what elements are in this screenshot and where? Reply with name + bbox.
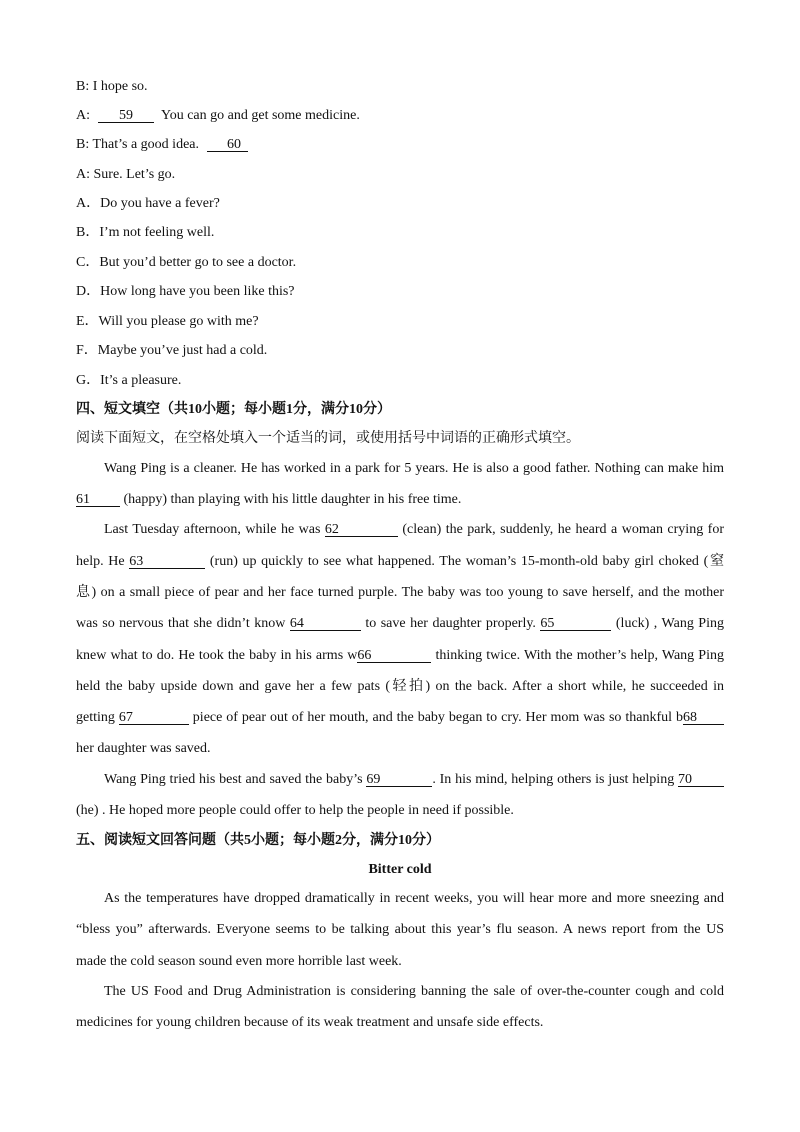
passage-text: Wang Ping tried his best and saved the baby’s	[104, 772, 367, 787]
passage-line-4	[76, 552, 724, 572]
passage-text: getting	[76, 710, 119, 725]
dialogue-line-3	[76, 135, 724, 155]
article-line-2	[76, 920, 724, 940]
blank-64: 64	[290, 616, 361, 631]
blank-68: 68	[683, 710, 724, 725]
dialogue-line-4	[76, 165, 724, 185]
passage-text: piece of pear out of her mouth, and the baby began to cry. Her mom was so thankful b	[188, 710, 683, 725]
passage-line-3	[76, 520, 724, 540]
article-title: Bitter cold	[368, 862, 432, 877]
dialogue-text: You can go and get some medicine.	[161, 108, 360, 123]
passage-line-11	[76, 770, 724, 790]
blank-65: 65	[540, 616, 611, 631]
blank-62: 62	[325, 522, 398, 537]
dialogue-line-2	[76, 106, 724, 126]
blank-70: 70	[678, 772, 724, 787]
passage-text: (clean) the park, suddenly, he heard a woman crying for	[397, 522, 724, 537]
blank-63: 63	[129, 554, 205, 569]
passage-line-10	[76, 739, 724, 759]
passage-text: 息) on a small piece of pear and her face turned purple. The baby was too young to save herself, and the mother	[76, 585, 724, 600]
section4-instruction: 阅读下面短文，在空格处填入一个适当的词，或使用括号中词语的正确形式填空。	[76, 431, 580, 446]
blank-69: 69	[366, 772, 432, 787]
article-text: made the cold season sound even more horrible last week.	[76, 954, 402, 969]
passage-line-6	[76, 614, 724, 634]
article-line-5	[76, 1013, 724, 1033]
blank-67: 67	[119, 710, 189, 725]
passage-text: Last Tuesday afternoon, while he was	[104, 522, 325, 537]
section4-heading: 四、短文填空（共10小题；每小题1分，满分10分）	[76, 402, 391, 417]
passage-text: knew what to do. He took the baby in his arms w	[76, 648, 358, 663]
blank-60: 60	[207, 137, 248, 152]
passage-text: (run) up quickly to see what happened. The woman’s 15-month-old baby girl choked (窒	[205, 554, 724, 569]
passage-line-8	[76, 677, 724, 697]
passage-text: was so nervous that she didn’t know	[76, 616, 290, 631]
blank-66: 66	[357, 648, 431, 663]
passage-text: help. He	[76, 554, 130, 569]
passage-text: held the baby upside down and gave her a few pats (轻拍) on the back. After a short while, he succeeded in	[76, 679, 724, 694]
option-g: G．It’s a pleasure.	[76, 373, 182, 388]
dialogue-text: B: I hope so.	[76, 79, 148, 94]
dialogue-text: A: Sure. Let’s go.	[76, 167, 176, 182]
option-f: F．Maybe you’ve just had a cold.	[76, 343, 268, 358]
article-line-4	[76, 982, 724, 1002]
article-text: As the temperatures have dropped dramatically in recent weeks, you will hear more and more sneezing and	[104, 891, 724, 906]
passage-text: (he) . He hoped more people could offer to help the people in need if possible.	[76, 803, 514, 818]
passage-line-12	[76, 801, 724, 821]
option-a: A．Do you have a fever?	[76, 196, 220, 211]
passage-text: Wang Ping is a cleaner. He has worked in a park for 5 years. He is also a good father. Nothing can make him	[104, 461, 724, 476]
passage-text: . In his mind, helping others is just helping	[432, 772, 678, 787]
dialogue-line-1	[76, 77, 724, 97]
option-c: C．But you’d better go to see a doctor.	[76, 255, 297, 270]
passage-line-2	[76, 490, 724, 510]
article-line-3	[76, 952, 724, 972]
article-text: medicines for young children because of its weak treatment and unsafe side effects.	[76, 1015, 544, 1030]
option-d: D．How long have you been like this?	[76, 284, 295, 299]
dialogue-text: B: That’s a good idea.	[76, 137, 199, 152]
article-text: The US Food and Drug Administration is considering banning the sale of over-the-counter cough and cold	[104, 984, 724, 999]
passage-text: thinking twice. With the mother’s help, Wang Ping	[431, 648, 724, 663]
section5-heading: 五、阅读短文回答问题（共5小题；每小题2分，满分10分）	[76, 833, 440, 848]
passage-line-7	[76, 646, 724, 666]
blank-59: 59	[98, 108, 154, 123]
passage-line-9	[76, 708, 724, 728]
blank-61: 61	[76, 492, 120, 507]
passage-line-1	[76, 459, 724, 479]
passage-text: (happy) than playing with his little daughter in his free time.	[120, 492, 462, 507]
passage-text: (luck) , Wang Ping	[611, 616, 724, 631]
passage-line-5	[76, 583, 724, 603]
passage-text: to save her daughter properly.	[360, 616, 541, 631]
article-text: “bless you” afterwards. Everyone seems to be talking about this year’s flu season. A news report from the US	[76, 922, 724, 937]
passage-text: her daughter was saved.	[76, 741, 211, 756]
article-line-1	[76, 889, 724, 909]
option-e: E．Will you please go with me?	[76, 314, 259, 329]
dialogue-speaker: A:	[76, 108, 90, 123]
option-b: B．I’m not feeling well.	[76, 225, 215, 240]
